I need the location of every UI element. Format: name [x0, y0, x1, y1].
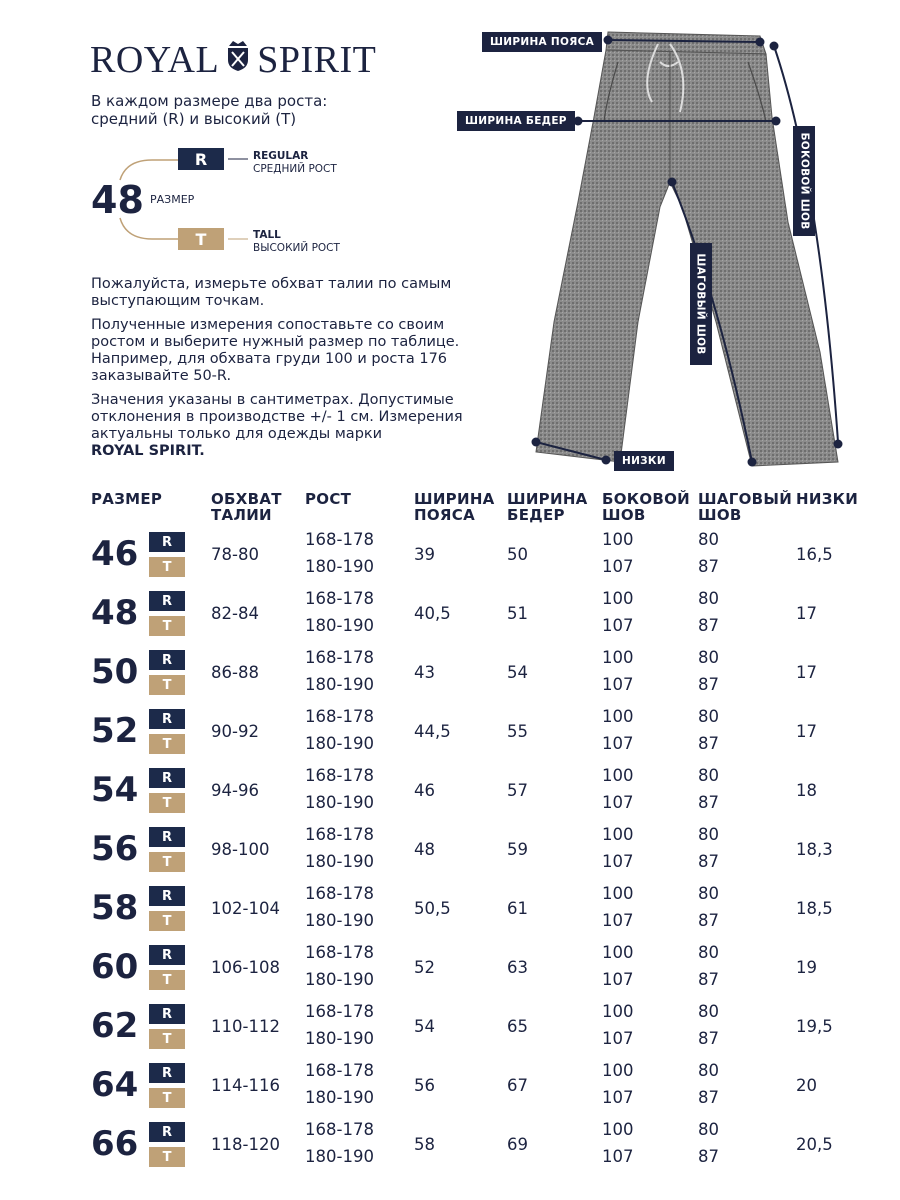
- cell-side-t: 107: [602, 1088, 634, 1107]
- cell-inseam-t: 87: [698, 1088, 719, 1107]
- cell-inseam-r: 80: [698, 766, 719, 785]
- cell-hip: 61: [507, 899, 528, 918]
- cell-side-t: 107: [602, 734, 634, 753]
- callout-hips: ШИРИНА БЕДЕР: [457, 111, 575, 131]
- row-t-tag: T: [149, 1088, 185, 1108]
- cell-hem: 19,5: [796, 1017, 833, 1036]
- cell-belt: 44,5: [414, 722, 451, 741]
- col-hem-header: НИЗКИ: [796, 490, 859, 508]
- crest-icon: [225, 38, 251, 82]
- cell-waist: 90-92: [211, 722, 259, 741]
- callout-inseam-text: ШАГОВЫЙ ШОВ: [695, 253, 707, 355]
- cell-hip: 63: [507, 958, 528, 977]
- cell-inseam-r: 80: [698, 530, 719, 549]
- cell-belt: 43: [414, 663, 435, 682]
- col-inseam-header: [698, 491, 792, 523]
- row-r-tag: R: [149, 1063, 185, 1083]
- intro-line-2: средний (R) и высокий (T): [91, 110, 297, 128]
- brand-left: ROYAL: [90, 39, 220, 81]
- cell-side-r: 100: [602, 943, 634, 962]
- row-size-number: 52: [91, 711, 139, 751]
- cell-side-t: 107: [602, 911, 634, 930]
- brand-right: SPIRIT: [257, 39, 377, 81]
- col-belt-header-2: ПОЯСА: [414, 506, 475, 524]
- cell-belt: 56: [414, 1076, 435, 1095]
- intro-text: [91, 92, 327, 128]
- cell-inseam-r: 80: [698, 648, 719, 667]
- cell-side-t: 107: [602, 616, 634, 635]
- cell-height-r: 168-178: [305, 530, 374, 549]
- row-size-number: 66: [91, 1124, 139, 1164]
- col-side-header-1: БОКОВОЙ: [602, 490, 691, 508]
- cell-hem: 17: [796, 722, 817, 741]
- cell-waist: 78-80: [211, 545, 259, 564]
- cell-belt: 54: [414, 1017, 435, 1036]
- col-belt-header-1: ШИРИНА: [414, 490, 495, 508]
- cell-side-r: 100: [602, 1002, 634, 1021]
- cell-inseam-r: 80: [698, 1061, 719, 1080]
- cell-inseam-t: 87: [698, 793, 719, 812]
- col-belt-header: [414, 491, 495, 523]
- callout-side: [793, 126, 815, 236]
- note-3-text: Значения указаны в сантиметрах. Допустимые отклонения в производстве +/- 1 см. Измерения актуальны только для одежды марки: [91, 392, 463, 442]
- row-r-tag: R: [149, 591, 185, 611]
- cell-hem: 17: [796, 663, 817, 682]
- cell-inseam-t: 87: [698, 970, 719, 989]
- col-waist-header: [211, 491, 282, 523]
- cell-inseam-t: 87: [698, 1029, 719, 1048]
- cell-side-t: 107: [602, 852, 634, 871]
- cell-height-t: 180-190: [305, 1088, 374, 1107]
- cell-height-t: 180-190: [305, 1147, 374, 1166]
- col-hip-header-2: БЕДЕР: [507, 506, 565, 524]
- row-r-tag: R: [149, 886, 185, 906]
- note-3-brand: ROYAL SPIRIT.: [91, 443, 205, 459]
- cell-height-r: 168-178: [305, 825, 374, 844]
- cell-side-t: 107: [602, 675, 634, 694]
- legend-t-tag: T: [178, 228, 224, 250]
- cell-belt: 52: [414, 958, 435, 977]
- cell-belt: 39: [414, 545, 435, 564]
- col-side-header-2: ШОВ: [602, 506, 646, 524]
- cell-side-r: 100: [602, 825, 634, 844]
- row-size-number: 48: [91, 593, 139, 633]
- legend-t-caption: [253, 229, 340, 255]
- cell-waist: 110-112: [211, 1017, 280, 1036]
- legend-ticks: [226, 158, 250, 242]
- cell-waist: 118-120: [211, 1135, 280, 1154]
- col-side-header: [602, 491, 690, 523]
- legend-r-caption: [253, 150, 337, 176]
- row-r-tag: R: [149, 532, 185, 552]
- row-size-number: 54: [91, 770, 139, 810]
- cell-inseam-t: 87: [698, 616, 719, 635]
- cell-side-t: 107: [602, 1147, 634, 1166]
- cell-inseam-r: 80: [698, 1002, 719, 1021]
- row-size-number: 50: [91, 652, 139, 692]
- notes: [91, 276, 491, 460]
- col-inseam-header-1: ШАГОВЫЙ: [698, 490, 793, 508]
- cell-waist: 86-88: [211, 663, 259, 682]
- row-size-number: 58: [91, 888, 139, 928]
- cell-side-r: 100: [602, 1061, 634, 1080]
- cell-inseam-t: 87: [698, 557, 719, 576]
- cell-hem: 17: [796, 604, 817, 623]
- cell-side-r: 100: [602, 884, 634, 903]
- row-t-tag: T: [149, 852, 185, 872]
- row-size-number: 62: [91, 1006, 139, 1046]
- cell-side-r: 100: [602, 648, 634, 667]
- cell-height-t: 180-190: [305, 911, 374, 930]
- cell-hem: 18,3: [796, 840, 833, 859]
- cell-height-r: 168-178: [305, 1061, 374, 1080]
- cell-belt: 48: [414, 840, 435, 859]
- cell-hip: 67: [507, 1076, 528, 1095]
- col-size-header: РАЗМЕР: [91, 490, 163, 508]
- cell-side-r: 100: [602, 589, 634, 608]
- cell-height-r: 168-178: [305, 884, 374, 903]
- col-inseam-header-2: ШОВ: [698, 506, 742, 524]
- cell-hip: 50: [507, 545, 528, 564]
- cell-belt: 50,5: [414, 899, 451, 918]
- cell-hem: 16,5: [796, 545, 833, 564]
- cell-waist: 106-108: [211, 958, 280, 977]
- cell-hem: 18: [796, 781, 817, 800]
- cell-side-r: 100: [602, 530, 634, 549]
- cell-hip: 57: [507, 781, 528, 800]
- row-t-tag: T: [149, 793, 185, 813]
- row-r-tag: R: [149, 650, 185, 670]
- cell-side-t: 107: [602, 1029, 634, 1048]
- row-size-number: 60: [91, 947, 139, 987]
- cell-height-t: 180-190: [305, 734, 374, 753]
- row-size-number: 46: [91, 534, 139, 574]
- callout-side-text: БОКОВОЙ ШОВ: [798, 132, 811, 230]
- row-size-number: 56: [91, 829, 139, 869]
- row-t-tag: T: [149, 557, 185, 577]
- cell-side-t: 107: [602, 557, 634, 576]
- cell-inseam-r: 80: [698, 825, 719, 844]
- callout-waist: ШИРИНА ПОЯСА: [482, 32, 602, 52]
- cell-height-r: 168-178: [305, 766, 374, 785]
- cell-hip: 54: [507, 663, 528, 682]
- intro-line-1: В каждом размере два роста:: [91, 92, 328, 110]
- cell-side-t: 107: [602, 793, 634, 812]
- legend-size-label: РАЗМЕР: [150, 193, 195, 206]
- col-waist-header-1: ОБХВАТ: [211, 490, 282, 508]
- cell-waist: 114-116: [211, 1076, 280, 1095]
- cell-inseam-t: 87: [698, 852, 719, 871]
- row-t-tag: T: [149, 734, 185, 754]
- row-t-tag: T: [149, 616, 185, 636]
- cell-hip: 59: [507, 840, 528, 859]
- row-t-tag: T: [149, 911, 185, 931]
- cell-height-t: 180-190: [305, 852, 374, 871]
- cell-height-r: 168-178: [305, 1120, 374, 1139]
- cell-hem: 18,5: [796, 899, 833, 918]
- cell-side-r: 100: [602, 1120, 634, 1139]
- cell-hem: 20: [796, 1076, 817, 1095]
- row-t-tag: T: [149, 1029, 185, 1049]
- row-size-number: 64: [91, 1065, 139, 1105]
- col-waist-header-2: ТАЛИИ: [211, 506, 272, 524]
- note-3: [91, 392, 491, 460]
- cell-waist: 102-104: [211, 899, 280, 918]
- cell-height-r: 168-178: [305, 707, 374, 726]
- row-r-tag: R: [149, 827, 185, 847]
- legend-r-sub: СРЕДНИЙ РОСТ: [253, 163, 337, 175]
- cell-belt: 40,5: [414, 604, 451, 623]
- cell-height-t: 180-190: [305, 970, 374, 989]
- row-t-tag: T: [149, 675, 185, 695]
- cell-belt: 46: [414, 781, 435, 800]
- cell-height-r: 168-178: [305, 1002, 374, 1021]
- cell-waist: 98-100: [211, 840, 270, 859]
- row-r-tag: R: [149, 1004, 185, 1024]
- row-t-tag: T: [149, 1147, 185, 1167]
- cell-inseam-r: 80: [698, 884, 719, 903]
- cell-inseam-r: 80: [698, 1120, 719, 1139]
- cell-hip: 65: [507, 1017, 528, 1036]
- callout-hem: НИЗКИ: [614, 451, 674, 471]
- cell-height-t: 180-190: [305, 616, 374, 635]
- row-r-tag: R: [149, 1122, 185, 1142]
- legend-t-title: TALL: [253, 229, 281, 241]
- cell-hem: 19: [796, 958, 817, 977]
- cell-inseam-t: 87: [698, 911, 719, 930]
- cell-inseam-t: 87: [698, 675, 719, 694]
- cell-side-r: 100: [602, 707, 634, 726]
- col-hip-header-1: ШИРИНА: [507, 490, 588, 508]
- cell-height-r: 168-178: [305, 648, 374, 667]
- cell-hip: 55: [507, 722, 528, 741]
- cell-inseam-t: 87: [698, 1147, 719, 1166]
- cell-inseam-r: 80: [698, 707, 719, 726]
- legend-r-tag: R: [178, 148, 224, 170]
- brand-logo: [90, 38, 376, 82]
- cell-side-r: 100: [602, 766, 634, 785]
- note-2: Полученные измерения сопоставьте со своим ростом и выберите нужный размер по таблице. Например, для обхвата груди 100 и роста 176 заказывайте 50-R.: [91, 317, 460, 384]
- row-t-tag: T: [149, 970, 185, 990]
- row-r-tag: R: [149, 709, 185, 729]
- cell-inseam-t: 87: [698, 734, 719, 753]
- cell-height-t: 180-190: [305, 793, 374, 812]
- col-hip-header: [507, 491, 588, 523]
- cell-belt: 58: [414, 1135, 435, 1154]
- cell-hem: 20,5: [796, 1135, 833, 1154]
- cell-waist: 94-96: [211, 781, 259, 800]
- cell-side-t: 107: [602, 970, 634, 989]
- legend-t-sub: ВЫСОКИЙ РОСТ: [253, 242, 340, 254]
- callout-inseam: [690, 243, 712, 365]
- cell-inseam-r: 80: [698, 589, 719, 608]
- cell-waist: 82-84: [211, 604, 259, 623]
- cell-height-t: 180-190: [305, 675, 374, 694]
- cell-height-t: 180-190: [305, 1029, 374, 1048]
- cell-hip: 69: [507, 1135, 528, 1154]
- cell-height-t: 180-190: [305, 557, 374, 576]
- row-r-tag: R: [149, 768, 185, 788]
- row-r-tag: R: [149, 945, 185, 965]
- cell-inseam-r: 80: [698, 943, 719, 962]
- note-1: Пожалуйста, измерьте обхват талии по самым выступающим точкам.: [91, 276, 452, 309]
- legend-r-title: REGULAR: [253, 150, 309, 162]
- legend-size-number: 48: [91, 178, 144, 222]
- cell-height-r: 168-178: [305, 943, 374, 962]
- cell-height-r: 168-178: [305, 589, 374, 608]
- col-height-header: РОСТ: [305, 490, 352, 508]
- cell-hip: 51: [507, 604, 528, 623]
